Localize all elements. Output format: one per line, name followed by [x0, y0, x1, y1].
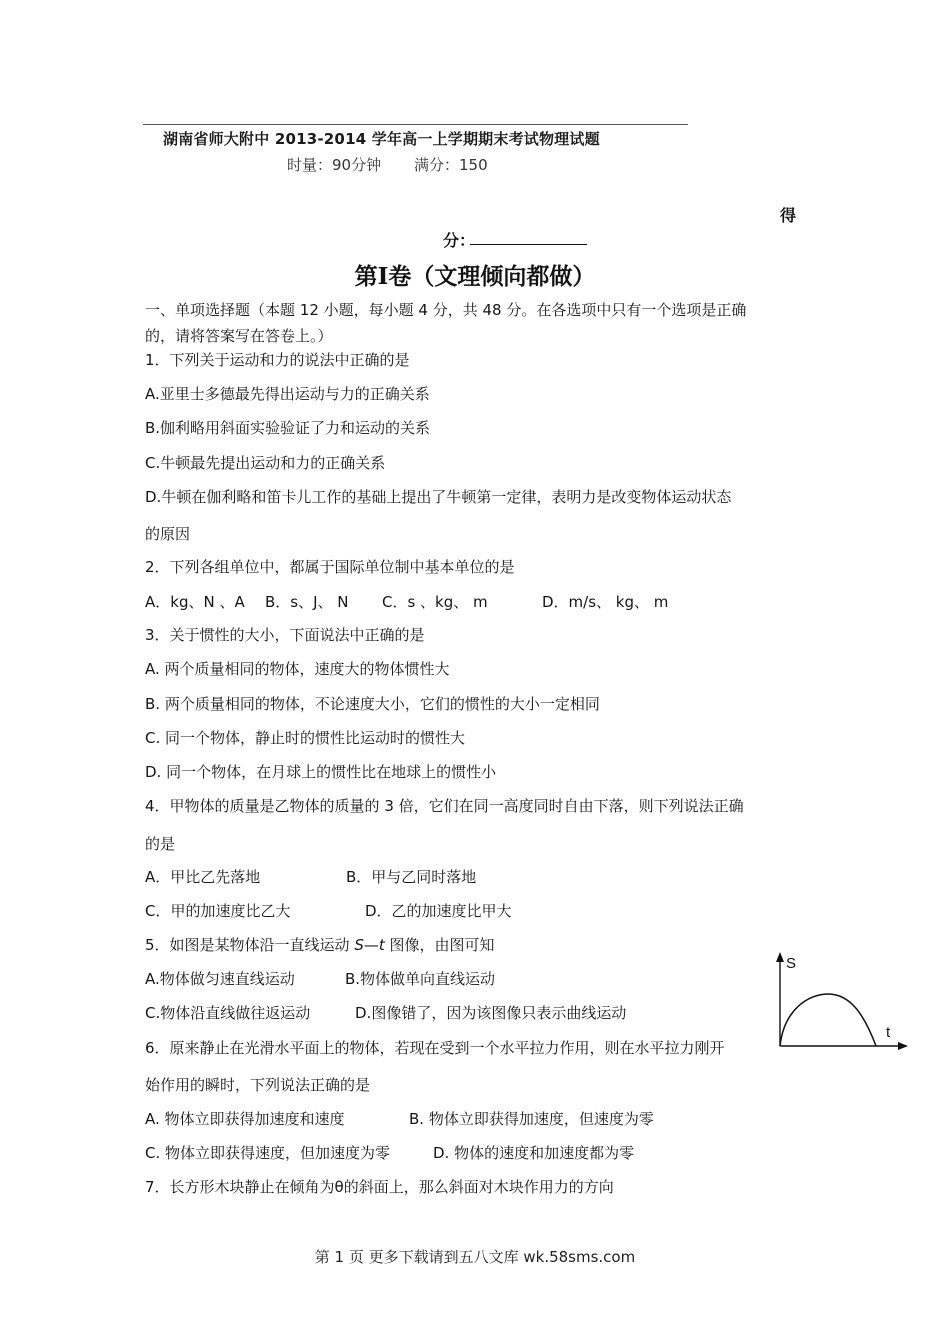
q3-option-c: C. 同一个物体，静止时的惯性比运动时的惯性大 — [145, 729, 466, 747]
instructions-line-2: 的，请将答案写在答卷上。） — [145, 327, 333, 345]
q5-stem-dash: — — [363, 936, 379, 954]
graph-x-label: t — [886, 1024, 891, 1041]
q6-option-d: D. 物体的速度和加速度都为零 — [433, 1144, 635, 1162]
q1-option-c: C.牛顿最先提出运动和力的正确关系 — [145, 454, 386, 472]
score-label-de: 得 — [780, 206, 797, 225]
score-label-fen: 分： — [443, 231, 476, 250]
q4-option-c: C．甲的加速度比乙大 — [145, 902, 291, 920]
q4-option-b: B．甲与乙同时落地 — [346, 868, 477, 886]
q5-stem-post: 图像，由图可知 — [389, 936, 495, 954]
q2-option-a: A．kg、N 、A — [145, 593, 245, 611]
st-curve — [780, 994, 876, 1046]
q6-option-a: A. 物体立即获得加速度和速度 — [145, 1110, 345, 1128]
q3-stem: 3．关于惯性的大小，下面说法中正确的是 — [145, 626, 425, 644]
q2-option-c: C．s 、kg、 m — [382, 593, 488, 611]
q2-option-b: B．s、J、 N — [265, 593, 349, 611]
q6-option-b: B. 物体立即获得加速度，但速度为零 — [409, 1110, 654, 1128]
q1-option-b: B.伽利略用斜面实验验证了力和运动的关系 — [145, 419, 431, 437]
q6-stem-line-2: 始作用的瞬时，下列说法正确的是 — [145, 1076, 371, 1094]
q6-stem-line-1: 6．原来静止在光滑水平面上的物体，若现在受到一个水平拉力作用，则在水平拉力刚开 — [145, 1039, 725, 1057]
q4-option-d: D．乙的加速度比甲大 — [365, 902, 512, 920]
st-graph-svg — [760, 948, 912, 1058]
q5-option-b: B.物体做单向直线运动 — [345, 970, 496, 988]
q1-option-d-line-2: 的原因 — [145, 525, 191, 543]
q1-option-a: A.亚里士多德最先得出运动与力的正确关系 — [145, 385, 430, 403]
graph-y-label: S — [786, 955, 797, 972]
q6-option-c: C. 物体立即获得速度，但加速度为零 — [145, 1144, 391, 1162]
exam-full-score: 满分：150 — [414, 156, 488, 174]
q2-stem: 2．下列各组单位中，都属于国际单位制中基本单位的是 — [145, 558, 515, 576]
header-rule — [143, 124, 688, 125]
q5-stem-s: S — [354, 936, 364, 954]
q4-stem-line-2: 的是 — [145, 835, 176, 853]
q3-option-b: B. 两个质量相同的物体，不论速度大小，它们的惯性的大小一定相同 — [145, 695, 600, 713]
q4-option-a: A．甲比乙先落地 — [145, 868, 261, 886]
instructions-line-1: 一、单项选择题（本题 12 小题，每小题 4 分，共 48 分。在各选项中只有一个选项是正确 — [145, 301, 747, 319]
q3-option-a: A. 两个质量相同的物体，速度大的物体惯性大 — [145, 660, 450, 678]
q2-option-d: D．m/s、 kg、 m — [542, 593, 669, 611]
q5-stem-t: t — [378, 936, 385, 954]
exam-time: 时量：90分钟 — [287, 156, 382, 174]
q1-stem: 1．下列关于运动和力的说法中正确的是 — [145, 351, 410, 369]
section-title: 第Ⅰ卷（文理倾向都做） — [354, 263, 596, 290]
y-axis-arrow-icon — [776, 952, 784, 962]
q5-stem — [145, 935, 495, 955]
q5-st-graph — [760, 948, 912, 1058]
q1-option-d-line-1: D.牛顿在伽利略和笛卡儿工作的基础上提出了牛顿第一定律，表明力是改变物体运动状态 — [145, 488, 732, 506]
score-blank-line[interactable] — [470, 244, 587, 245]
page-footer: 第 1 页 更多下载请到五八文库 wk.58sms.com — [314, 1248, 636, 1266]
q7-stem: 7．长方形木块静止在倾角为θ的斜面上，那么斜面对木块作用力的方向 — [145, 1178, 614, 1196]
exam-title: 湖南省师大附中 2013-2014 学年高一上学期期末考试物理试题 — [163, 130, 600, 148]
q5-stem-pre: 5．如图是某物体沿一直线运动 — [145, 936, 350, 954]
x-axis-arrow-icon — [898, 1042, 908, 1050]
q3-option-d: D. 同一个物体，在月球上的惯性比在地球上的惯性小 — [145, 763, 497, 781]
q5-option-a: A.物体做匀速直线运动 — [145, 970, 295, 988]
q4-stem-line-1: 4．甲物体的质量是乙物体的质量的 3 倍，它们在同一高度同时自由下落，则下列说法正确 — [145, 797, 744, 815]
q5-option-c: C.物体沿直线做往返运动 — [145, 1004, 311, 1022]
q5-option-d: D.图像错了，因为该图像只表示曲线运动 — [355, 1004, 627, 1022]
